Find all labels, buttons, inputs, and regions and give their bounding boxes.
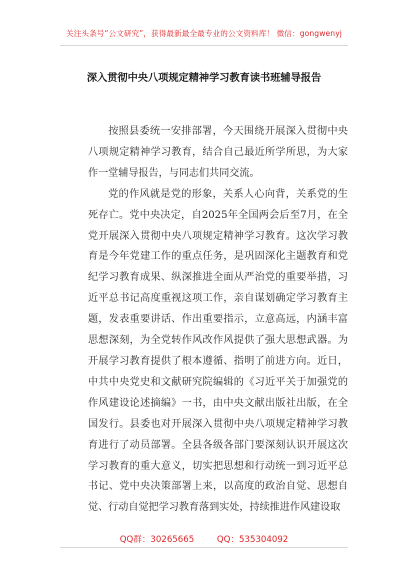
document-title: 深入贯彻中央八项规定精神学习教育读书班辅导报告: [86, 73, 322, 84]
document-body: [88, 122, 348, 519]
footer-qq-number: QQ：535304092: [216, 535, 289, 545]
footer-divider: [60, 547, 348, 548]
header-divider: [60, 45, 348, 46]
footer-contact: [0, 533, 408, 545]
paragraph-intro: 按照县委统一安排部署，今天围绕开展深入贯彻中央八项规定精神学习教育，结合自己最近所学所思，为大家作一堂辅导报告，与同志们共同交流。: [88, 126, 348, 179]
header-banner: 关注头条号“公文研究”，获得最新最全最专业的公文资料库！ 微信：gongwenyj: [66, 29, 342, 38]
paragraph-main: 党的作风就是党的形象，关系人心向背，关系党的生死存亡。党中央决定，自2025年全国两会后至7月，在全党开展深入贯彻中央八项规定精神学习教育。这次学习教育是今年党建工作的重点任务，是巩固深化主题教育和党纪学习教育成果、纵深推进全面从严治党的重要举措，习近平总书记高度重视这项工作，亲自谋划确定学习教育主题，发表重要讲话、作出重要指示，立意高远，内涵丰富思想深刻，为全党转作风改作风提供了强大思想武器。为开展学习教育提供了根本遵循、指明了前进方向。近日，中共中央党史和文献研究院编辑的《习近平关于加强党的作风建设论述摘编》一书，由中央文献出版社出版，在全国发行。县委也对开展深入贯彻中央八项规定精神学习教育进行了动员部署。全县各级各部门要深刻认识开展这次学习教育的重大意义，切实把思想和行动统一到习近平总书记、党中央决策部署上来，以高度的政治自觉、思想自觉、行动自觉把学习教育落到实处，持续推进作风建设取: [88, 188, 348, 514]
footer-qq-group: QQ群：30265665: [119, 535, 195, 545]
